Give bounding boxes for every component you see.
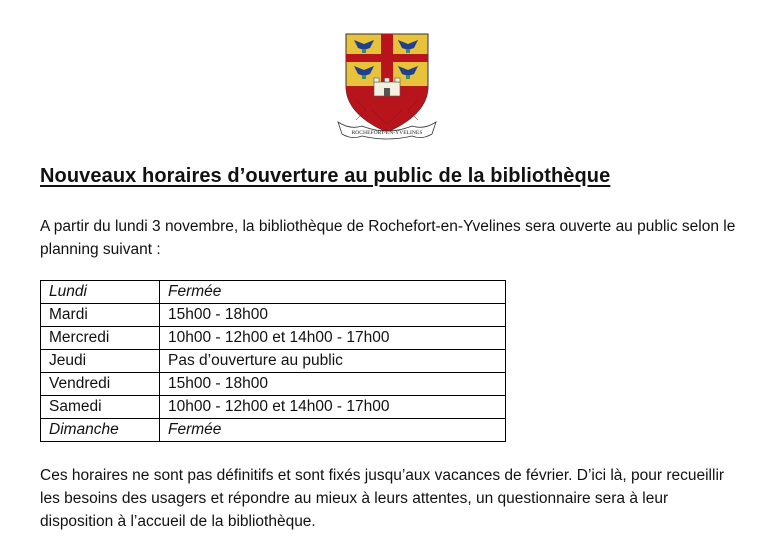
- hours-cell: 10h00 - 12h00 et 14h00 - 17h00: [160, 396, 506, 419]
- day-cell: Vendredi: [41, 373, 160, 396]
- page-title: Nouveaux horaires d’ouverture au public de la bibliothèque: [40, 165, 611, 187]
- hours-cell: 10h00 - 12h00 et 14h00 - 17h00: [160, 327, 506, 350]
- hours-cell: Pas d’ouverture au public: [160, 350, 506, 373]
- day-cell: Dimanche: [41, 419, 160, 442]
- footer-paragraph: Ces horaires ne sont pas définitifs et sont fixés jusqu’aux vacances de février. D’ici là, pour recueillir les besoins des usagers et répondre au mieux à leurs attentes, un questionnaire sera à leur disposition à l’accueil de la bibliothèque.: [40, 467, 725, 530]
- table-row: [41, 396, 506, 419]
- table-row: [41, 327, 506, 350]
- day-cell: Samedi: [41, 396, 160, 419]
- table-row: [41, 373, 506, 396]
- day-cell: Mercredi: [41, 327, 160, 350]
- table-row: [41, 419, 506, 442]
- table-row: [41, 350, 506, 373]
- hours-cell: Fermée: [160, 281, 506, 304]
- day-cell: Lundi: [41, 281, 160, 304]
- intro-paragraph: A partir du lundi 3 novembre, la bibliothèque de Rochefort-en-Yvelines sera ouverte au public selon le planning suivant :: [40, 218, 736, 258]
- hours-cell: 15h00 - 18h00: [160, 304, 506, 327]
- crest-motto: ROCHEFORT-EN-YVELINES: [351, 130, 423, 136]
- table-row: [41, 281, 506, 304]
- hours-cell: Fermée: [160, 419, 506, 442]
- coat-of-arms-logo: [336, 30, 438, 142]
- day-cell: Jeudi: [41, 350, 160, 373]
- schedule-table: [40, 280, 506, 442]
- day-cell: Mardi: [41, 304, 160, 327]
- hours-cell: 15h00 - 18h00: [160, 373, 506, 396]
- table-row: [41, 304, 506, 327]
